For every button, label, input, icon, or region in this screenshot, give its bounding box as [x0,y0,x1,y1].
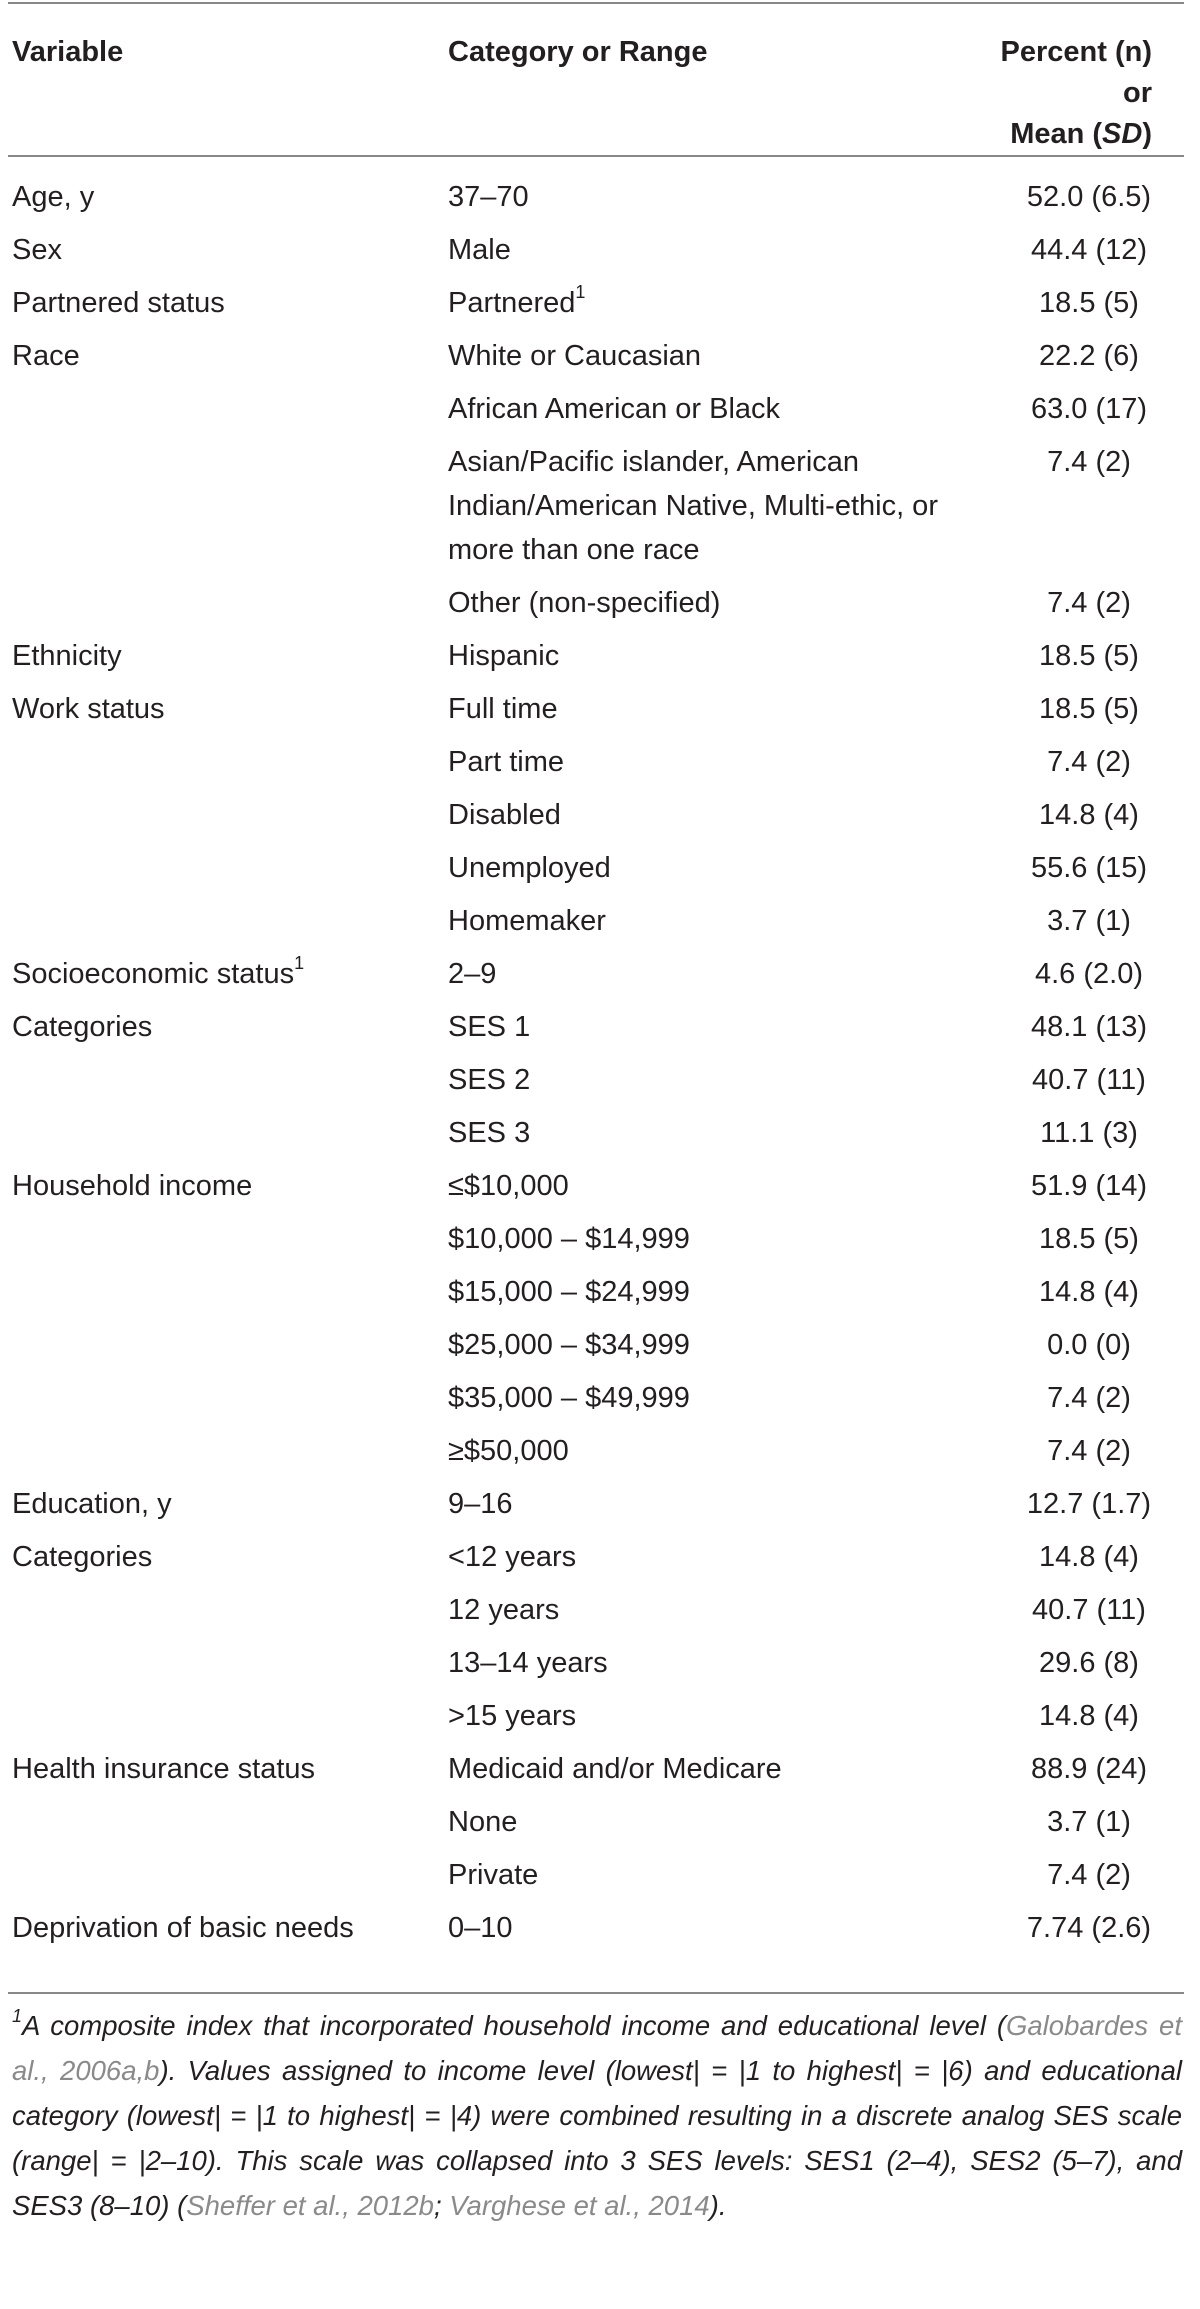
cell-category [444,682,968,735]
cell-value: 18.5 (5) [1039,287,1139,319]
table-row [8,1795,1184,1848]
cell-variable [8,1371,444,1424]
cell-category [444,223,968,276]
cell-value: 22.2 (6) [1039,340,1139,372]
cell-variable [8,435,444,576]
cell-category [444,435,968,576]
table-row [8,1053,1184,1106]
cell-category [444,1371,968,1424]
table-row [8,1212,1184,1265]
cell-variable [8,329,444,382]
footnote-text-4: ). [709,2190,727,2221]
category-text: SES 3 [448,1117,531,1149]
cell-variable [8,1689,444,1742]
table-row [8,1106,1184,1159]
category-text: African American or Black [448,393,781,425]
variable-text: Education, y [12,1488,172,1520]
cell-category [444,1106,968,1159]
footnote-text-1: A composite index that incorporated household income and educational level ( [22,2010,1006,2041]
cell-variable [8,629,444,682]
cell-value: 40.7 (11) [1032,1594,1146,1626]
demographics-table [8,24,1184,1954]
footnote-text-2: ). Values assigned to income level (lowest| = |1 to highest| = |6) and educational category (lowest| = |1 to highest| = |4) were combined resulting in a discrete analog SES scale (range| = |2–10). This scale was collapsed into 3 SES levels: SES1 (2–4), SES2 (5–7), and SES3 (8–10) ( [12,2055,1182,2221]
cell-value: 4.6 (2.0) [1035,958,1143,990]
cell-variable [8,1053,444,1106]
cell-value: 18.5 (5) [1039,640,1139,672]
cell-variable [8,841,444,894]
cell-category [444,629,968,682]
category-text: Homemaker [448,905,606,937]
category-text: Full time [448,693,558,725]
cell-category [444,788,968,841]
cell-value: 7.4 (2) [1047,446,1131,478]
category-text: Part time [448,746,565,778]
table-row [8,1477,1184,1530]
table-row [8,1318,1184,1371]
table-header-row [8,24,1184,155]
table-row [8,788,1184,841]
cell-value: 44.4 (12) [1030,234,1148,266]
variable-text: Socioeconomic status [12,958,295,990]
table-row [8,1583,1184,1636]
cell-category [444,735,968,788]
table-row [8,1424,1184,1477]
cell-variable [8,1636,444,1689]
cell-variable [8,1848,444,1901]
category-text: Partnered [448,287,576,319]
cell-variable [8,1530,444,1583]
table-row [8,1265,1184,1318]
footnote-ref: 1 [294,953,305,974]
variable-text: Categories [12,1541,153,1573]
cell-variable [8,382,444,435]
cell-value: 0.0 (0) [1047,1329,1131,1361]
cell-category [444,276,968,329]
cell-category [444,1318,968,1371]
category-text: 0–10 [448,1912,513,1944]
category-text: Hispanic [448,640,560,672]
cell-category [444,576,968,629]
category-text: 2–9 [448,958,497,990]
table-row [8,382,1184,435]
variable-text: Work status [12,693,165,725]
cell-category [444,1689,968,1742]
variable-text: Sex [12,234,62,266]
cell-value: 3.7 (1) [1047,905,1131,937]
cell-variable [8,576,444,629]
variable-text: Household income [12,1170,253,1202]
table-row [8,841,1184,894]
header-value-line2-post: ) [1142,118,1152,150]
variable-text: Ethnicity [12,640,122,672]
cell-category [444,1742,968,1795]
table-row [8,682,1184,735]
cell-category [444,157,968,223]
cell-variable [8,788,444,841]
table-row [8,1848,1184,1901]
cell-value: 12.7 (1.7) [1026,1488,1152,1520]
cell-category [444,329,968,382]
category-text: ≤$10,000 [448,1170,569,1202]
table-row [8,329,1184,382]
footnote-marker: 1 [12,2005,23,2026]
cell-variable [8,223,444,276]
category-text: White or Caucasian [448,340,702,372]
cell-value: 88.9 (24) [1030,1753,1148,1785]
bottom-rule [8,1992,1184,1994]
table-row [8,576,1184,629]
category-text: $25,000 – $34,999 [448,1329,690,1361]
table-footnote [12,2003,1182,2228]
cell-value: 3.7 (1) [1047,1806,1131,1838]
table-row [8,276,1184,329]
cell-value: 7.4 (2) [1047,1382,1131,1414]
cell-value: 63.0 (17) [1030,393,1148,425]
cell-category [444,1159,968,1212]
category-text: $15,000 – $24,999 [448,1276,690,1308]
cell-category [444,1477,968,1530]
variable-text: Partnered status [12,287,225,319]
header-variable: Variable [12,36,124,68]
category-text: Unemployed [448,852,611,884]
footnote-citation-3[interactable]: Varghese et al., 2014 [449,2190,710,2221]
cell-value: 7.4 (2) [1047,1859,1131,1891]
cell-variable [8,1000,444,1053]
table-row [8,894,1184,947]
category-text: 37–70 [448,181,529,213]
cell-category [444,947,968,1000]
cell-variable [8,1318,444,1371]
table-row [8,157,1184,223]
category-text: 13–14 years [448,1647,608,1679]
header-value-line1: Percent (n) or [1000,36,1152,109]
header-value [968,24,1184,155]
variable-text: Race [12,340,80,372]
cell-variable [8,947,444,1000]
cell-value: 14.8 (4) [1039,1700,1139,1732]
cell-variable [8,276,444,329]
cell-category [444,1848,968,1901]
variable-text: Age, y [12,181,95,213]
cell-variable [8,1265,444,1318]
variable-text: Categories [12,1011,153,1043]
cell-value: 40.7 (11) [1032,1064,1146,1096]
table-body [8,157,1184,1954]
cell-value: 29.6 (8) [1039,1647,1139,1679]
cell-category [444,1212,968,1265]
cell-variable [8,735,444,788]
cell-category [444,1053,968,1106]
cell-variable [8,1106,444,1159]
table-row [8,629,1184,682]
header-value-sd: SD [1102,118,1143,150]
table-row [8,223,1184,276]
table-row [8,1742,1184,1795]
cell-variable [8,157,444,223]
category-text: 12 years [448,1594,560,1626]
cell-value: 14.8 (4) [1039,799,1139,831]
cell-value: 7.74 (2.6) [1026,1912,1152,1944]
cell-variable [8,894,444,947]
category-text: Other (non-specified) [448,587,721,619]
table-row [8,1530,1184,1583]
cell-category [444,1424,968,1477]
cell-value: 48.1 (13) [1030,1011,1148,1043]
category-text: SES 2 [448,1064,531,1096]
cell-category [444,1000,968,1053]
footnote-citation-1[interactable]: Galobardes et al., 2006a,b [12,2010,1182,2086]
cell-category [444,1795,968,1848]
cell-variable [8,1212,444,1265]
table-row [8,735,1184,788]
cell-variable [8,1583,444,1636]
footnote-citation-2[interactable]: Sheffer et al., 2012b [186,2190,434,2221]
table-row [8,947,1184,1000]
cell-variable [8,682,444,735]
cell-value: 18.5 (5) [1039,693,1139,725]
cell-category [444,1901,968,1954]
cell-category [444,1265,968,1318]
footnote-ref: 1 [575,282,586,303]
table-row [8,1371,1184,1424]
cell-value: 7.4 (2) [1047,587,1131,619]
cell-category [444,1583,968,1636]
header-value-line2-pre: Mean ( [1010,118,1103,150]
cell-variable [8,1901,444,1954]
category-text: Male [448,234,511,266]
variable-text: Health insurance status [12,1753,316,1785]
cell-category [444,382,968,435]
cell-value: 7.4 (2) [1047,746,1131,778]
category-text: 9–16 [448,1488,513,1520]
category-text: $10,000 – $14,999 [448,1223,690,1255]
category-text: >15 years [448,1700,577,1732]
cell-value: 51.9 (14) [1030,1170,1148,1202]
header-category: Category or Range [448,36,708,68]
cell-value: 11.1 (3) [1040,1117,1138,1149]
category-text: None [448,1806,518,1838]
table-row [8,1901,1184,1954]
cell-category [444,894,968,947]
footnote-text-3: ; [433,2190,450,2221]
cell-category [444,1636,968,1689]
category-text: Private [448,1859,539,1891]
cell-variable [8,1742,444,1795]
table-row [8,435,1184,576]
cell-value: 14.8 (4) [1039,1541,1139,1573]
cell-value: 18.5 (5) [1039,1223,1139,1255]
category-text: <12 years [448,1541,577,1573]
category-text: ≥$50,000 [448,1435,569,1467]
cell-variable [8,1795,444,1848]
cell-value: 55.6 (15) [1030,852,1148,884]
cell-category [444,1530,968,1583]
category-text: Disabled [448,799,561,831]
cell-category [444,841,968,894]
top-rule [8,2,1184,4]
cell-variable [8,1159,444,1212]
cell-variable [8,1424,444,1477]
variable-text: Deprivation of basic needs [12,1912,354,1944]
table-row [8,1159,1184,1212]
category-text: Asian/Pacific islander, American Indian/American Native, Multi-ethic, or more than one race [448,446,938,566]
table-row [8,1000,1184,1053]
cell-variable [8,1477,444,1530]
cell-value: 14.8 (4) [1039,1276,1139,1308]
category-text: Medicaid and/or Medicare [448,1753,782,1785]
cell-value: 52.0 (6.5) [1026,181,1152,213]
table-row [8,1636,1184,1689]
category-text: $35,000 – $49,999 [448,1382,690,1414]
cell-value: 7.4 (2) [1047,1435,1131,1467]
table-row [8,1689,1184,1742]
category-text: SES 1 [448,1011,531,1043]
